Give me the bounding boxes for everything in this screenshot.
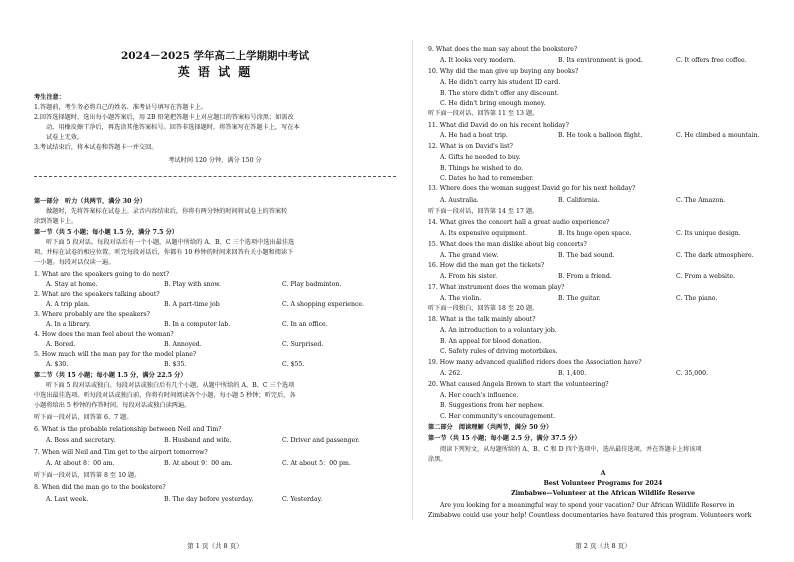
question: 18. What is the talk mainly about?	[428, 316, 536, 323]
question: 4. How does the man feel about the woman?	[34, 331, 174, 338]
notice-heading: 考生注意：	[34, 94, 65, 101]
option: A. He didn't carry his student ID card.	[440, 79, 561, 86]
part1-heading: 第一部分 听力（共两节，满分 30 分）	[34, 198, 146, 205]
question: 9. What does the man say about the bookstore?	[428, 46, 578, 53]
question: 19. How many advanced qualified riders does the Association have?	[428, 359, 642, 366]
option: A. An introduction to a voluntary job.	[440, 327, 557, 334]
question: 1. What are the speakers going to do next?	[34, 271, 170, 278]
part2-section1-heading: 第一节（共 15 小题；每小题 2.5 分，满分 37.5 分）	[428, 435, 581, 442]
page-footer: 第 2 页（共 8 页）	[575, 542, 631, 550]
notice-line: 3.考试结束后，将本试卷和答题卡一并交回。	[34, 144, 158, 151]
page-1	[34, 0, 396, 562]
page-divider	[412, 40, 413, 520]
options-row: A. Stay at home. B. Play with snow. C. Play badminton.	[46, 281, 342, 288]
options-row: A. Boss and secretary. B. Husband and wife. C. Driver and passenger.	[46, 437, 360, 444]
option: C. Her community's encouragement.	[440, 413, 556, 420]
passage-title: Best Volunteer Programs for 2024	[543, 480, 663, 487]
question: 6. What is the probable relationship between Neil and Tim?	[34, 426, 222, 433]
question: 11. What did David do on his recent holiday?	[428, 122, 569, 129]
exam-title: 2024－2025 学年高二上学期期中考试	[120, 50, 310, 62]
options-row: A. $30. B. $35. C. $55.	[46, 361, 305, 368]
question: 16. How did the man get the tickets?	[428, 262, 545, 269]
section2-intro: 中选出最佳选项。听每段对话或独白前，你将有时间阅读各个小题，每小题 5 秒钟；听完后，各	[34, 392, 296, 399]
subject-title: 英 语 试 题	[177, 65, 253, 79]
section1-intro: 听下面 5 段对话。每段对话后有一个小题，从题中所给的 A、B、C 三个选项中选出最佳选	[46, 239, 295, 246]
passage-text: Are you looking for a meaningful way to spend your vacation? Our African Wildlife Reserve in	[440, 502, 735, 509]
question: 7. When will Neil and Tim get to the airport tomorrow?	[34, 449, 208, 456]
part2-intro: 涂黑。	[428, 456, 447, 463]
listen-instruction: 听下面一段对话，回答第 6、7 题。	[34, 414, 133, 421]
question: 15. What does the man dislike about big concerts?	[428, 241, 587, 248]
part2-heading: 第二部分 阅读理解（共两节，满分 50 分）	[428, 424, 553, 431]
section1-intro: 一小题。每段对话仅读一遍。	[34, 259, 115, 266]
options-row: A. A trip plan. B. A part-time job C. A shopping experience.	[46, 301, 365, 308]
listen-instruction: 听下面一段独白，回答第 18 至 20 题。	[428, 305, 539, 312]
option: B. The store didn't offer any discount.	[440, 90, 559, 97]
section2-intro: 听下面 5 段对话或独白。每段对话或独白后有几个小题，从题中所给的 A、B、C 三个选项	[46, 382, 295, 389]
passage-letter: A	[600, 470, 606, 477]
question: 14. What gives the concert hall a great audio experience?	[428, 219, 610, 226]
options-row: A. Last week. B. The day before yesterday. C. Yesterday.	[46, 496, 323, 503]
listen-instruction: 听下面一段对话，回答第 11 至 13 题。	[428, 110, 539, 117]
part1-intro: 做题时，先将答案标在试卷上。录音内容结束后，你将有两分钟的时间将试卷上的答案转	[46, 208, 288, 215]
option: A. Her coach's influence.	[440, 392, 519, 399]
section1-heading: 第一节（共 5 小题；每小题 1.5 分，满分 7.5 分）	[34, 229, 178, 236]
question: 17. What instrument does the woman play?	[428, 284, 565, 291]
option: C. Safety rules of driving motorbikes.	[440, 348, 558, 355]
page-footer: 第 1 页（共 8 页）	[187, 542, 243, 550]
question: 13. Where does the woman suggest David go for his next holiday?	[428, 185, 636, 192]
option: B. Suggestions from her nephew.	[440, 402, 544, 409]
question: 20. What caused Angela Brown to start the volunteering?	[428, 381, 609, 388]
options-row: A. From his sister. B. From a friend. C. From a website.	[440, 273, 736, 280]
options-row: A. Australia. B. California. C. The Amazon.	[440, 197, 726, 204]
notice-line: 1.答题前，考生务必将自己的姓名、准考证号填写在答题卡上。	[34, 104, 207, 111]
question: 8. When did the man go to the bookstore?	[34, 484, 166, 491]
question: 3. Where probably are the speakers?	[34, 311, 150, 318]
options-row: A. It looks very modern. B. Its environment is good. C. It offers free coffee.	[440, 57, 747, 64]
options-row: A. At about 8：00 am. B. At about 9：00 am. C. At about 5：00 pm.	[46, 460, 351, 467]
question: 12. What is on David's list?	[428, 143, 513, 150]
options-row: A. Bored. B. Annoyed. C. Surprised.	[46, 341, 324, 348]
options-row: A. In a library. B. In a computer lab. C. In an office.	[46, 321, 328, 328]
option: C. He didn't bring enough money.	[440, 100, 546, 107]
option: C. Dates he had to remember.	[440, 175, 534, 182]
page-2	[428, 0, 778, 562]
options-row: A. Its expensive equipment. B. Its huge open space. C. Its unique design.	[440, 230, 741, 237]
options-row: A. 262. B. 1,400. C. 35,000.	[440, 370, 709, 377]
divider-line	[34, 176, 396, 177]
part2-intro: 阅读下列短文，从每题所给的 A、B、C 和 D 四个选项中，选出最佳选项，并在答题卡上将该项	[440, 446, 702, 453]
option: B. Things he wished to do.	[440, 165, 524, 172]
question: 2. What are the speakers talking about?	[34, 291, 160, 298]
notice-line: 2.回答选择题时，选出每小题答案后，用 2B 铅笔把答题卡上对应题目的答案标号涂黑；如需改	[34, 114, 294, 121]
options-row: A. The grand view. B. The bad sound. C. The dark atmosphere.	[440, 252, 754, 259]
listen-instruction: 听下面一段对话，回答第 8 至 10 题。	[34, 472, 141, 479]
passage-subtitle: Zimbabwe—Volunteer at the African Wildlife Reserve	[511, 490, 695, 497]
question: 5. How much will the man pay for the model plane?	[34, 351, 197, 358]
option: B. An appeal for blood donation.	[440, 338, 542, 345]
option: A. Gifts he needed to buy.	[440, 154, 521, 161]
options-row: A. The violin. B. The guitar. C. The piano.	[440, 295, 718, 302]
part1-intro: 涂到答题卡上。	[34, 218, 78, 225]
section2-heading: 第二节（共 15 小题；每小题 1.5 分，满分 22.5 分）	[34, 372, 187, 379]
notice-line: 动，用橡皮擦干净后，再选涂其他答案标号。回答非选择题时，将答案写在答题卡上，写在本	[46, 124, 300, 131]
listen-instruction: 听下面一段对话，回答第 14 至 17 题。	[428, 208, 539, 215]
exam-time: 考试时间 120 分钟，满分 150 分	[168, 157, 262, 164]
question: 10. Why did the man give up buying any books?	[428, 68, 579, 75]
passage-text: Zimbabwe could use your help! Countless documentaries have featured this program. Volunteers work	[428, 512, 752, 519]
section2-intro: 小题将给出 5 秒钟的作答时间。每段对话或独白读两遍。	[34, 402, 191, 409]
section1-intro: 项，并标在试卷的相应位置。听完每段对话后，你都有 10 秒钟的时间来回答有关小题和阅读下	[34, 249, 294, 256]
options-row: A. He had a boat trip. B. He took a balloon flight. C. He climbed a mountain.	[440, 132, 760, 139]
notice-line: 试卷上无效。	[46, 134, 84, 141]
